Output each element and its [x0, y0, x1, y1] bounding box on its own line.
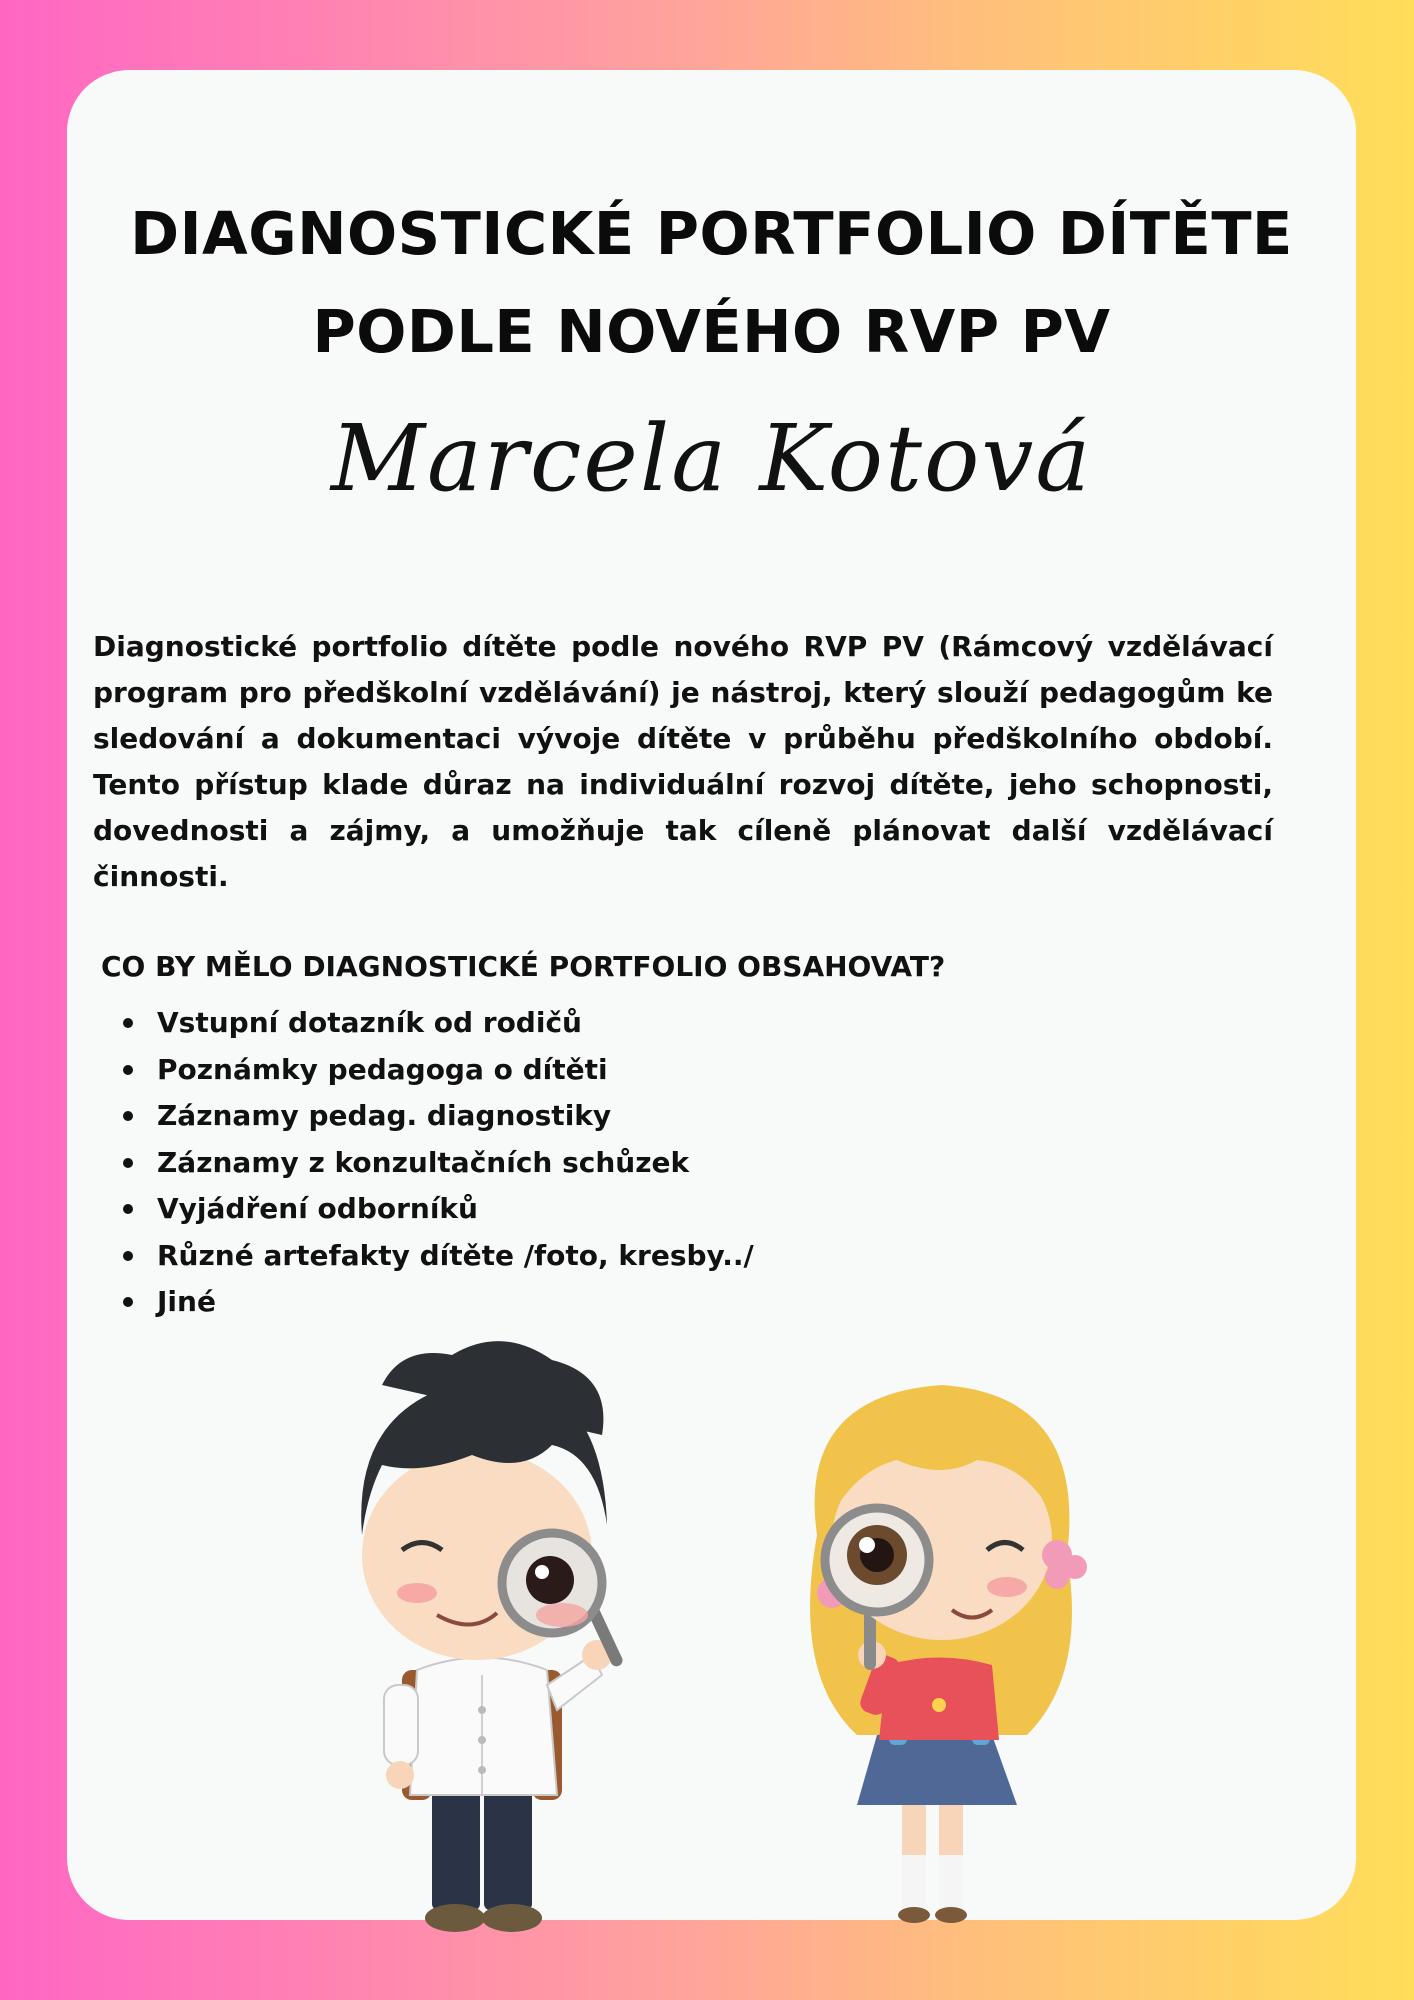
- bullet-icon: [123, 1065, 133, 1075]
- title-line-2: PODLE NOVÉHO RVP PV: [312, 297, 1111, 366]
- list-item: Záznamy pedag. diagnostiky: [117, 1093, 754, 1140]
- girl-illustration-icon: [777, 1355, 1107, 1955]
- section-heading: CO BY MĚLO DIAGNOSTICKÉ PORTFOLIO OBSAHOVAT?: [101, 950, 946, 983]
- contents-list: [117, 1000, 754, 1326]
- page-title: [67, 185, 1356, 381]
- bullet-icon: [123, 1158, 133, 1168]
- bullet-icon: [123, 1204, 133, 1214]
- content-card: [67, 70, 1356, 1920]
- bullet-icon: [123, 1251, 133, 1261]
- bullet-icon: [123, 1111, 133, 1121]
- bullet-icon: [123, 1297, 133, 1307]
- bullet-icon: [123, 1018, 133, 1028]
- author-signature: Marcela Kotová: [330, 405, 1093, 512]
- intro-paragraph: Diagnostické portfolio dítěte podle nového RVP PV (Rámcový vzdělávací program pro předškolní vzdělávání) je nástroj, který slouží pedagogům ke sledování a dokumentaci vývoje dítěte v průběhu předškolního období. Tento přístup klade důraz na individuální rozvoj dítěte, jeho schopnosti, dovednosti a zájmy, a umožňuje tak cíleně plánovat další vzdělávací činnosti.: [93, 630, 1273, 893]
- list-item: Jiné: [117, 1279, 754, 1326]
- boy-illustration-icon: [322, 1325, 662, 1955]
- list-item: Vstupní dotazník od rodičů: [117, 1000, 754, 1047]
- list-item: Poznámky pedagoga o dítěti: [117, 1047, 754, 1094]
- title-line-1: DIAGNOSTICKÉ PORTFOLIO DÍTĚTE: [130, 199, 1293, 268]
- list-item: Záznamy z konzultačních schůzek: [117, 1140, 754, 1187]
- list-item: Vyjádření odborníků: [117, 1186, 754, 1233]
- list-item: Různé artefakty dítěte /foto, kresby../: [117, 1233, 754, 1280]
